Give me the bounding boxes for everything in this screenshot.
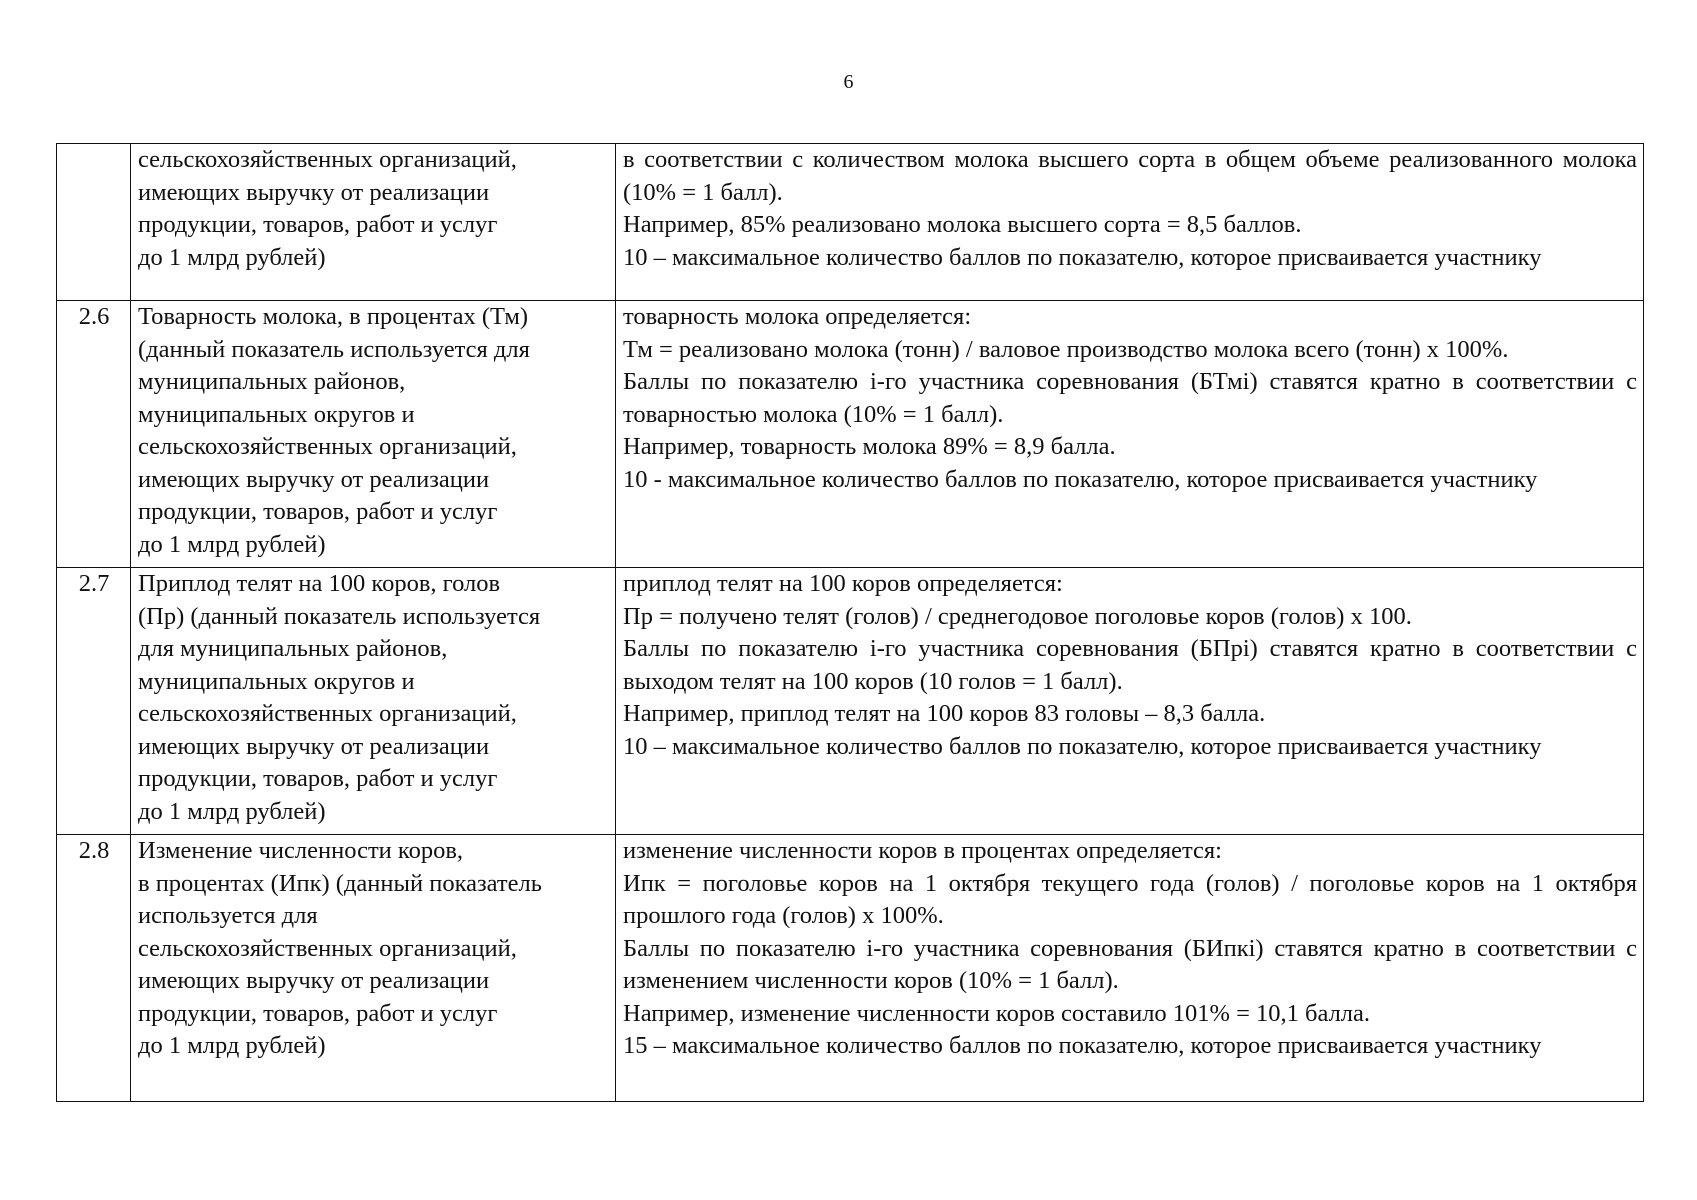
table-row bbox=[57, 835, 1644, 1102]
description-paragraph: 15 – максимальное количество баллов по показателю, которое присваивается участнику bbox=[623, 1032, 1542, 1059]
indicator-name-line: продукции, товаров, работ и услуг bbox=[138, 211, 498, 238]
row-number: 2.6 bbox=[57, 301, 131, 568]
table-row bbox=[57, 301, 1644, 568]
indicator-name-line: Товарность молока, в процентах (Тм) bbox=[138, 303, 528, 330]
indicator-name-line: продукции, товаров, работ и услуг bbox=[138, 498, 498, 525]
indicator-description bbox=[616, 835, 1644, 1102]
row-number bbox=[57, 144, 131, 301]
description-paragraph: Например, 85% реализовано молока высшего сорта = 8,5 баллов. bbox=[623, 211, 1302, 238]
page-number: 6 bbox=[843, 71, 854, 93]
indicator-name-line: до 1 млрд рублей) bbox=[138, 243, 326, 271]
indicator-name-line: продукции, товаров, работ и услуг bbox=[138, 999, 498, 1027]
indicator-name-line: продукции, товаров, работ и услуг bbox=[138, 765, 498, 792]
indicator-name-line: Изменение численности коров, bbox=[138, 837, 464, 864]
description-paragraph: Баллы по показателю i-го участника соревнования (БТмi) ставятся кратно в соответствии с товарностью молока (10% = 1 балл). bbox=[623, 368, 1637, 428]
indicator-name-line: муниципальных округов и bbox=[138, 400, 415, 428]
indicator-name-line: сельскохозяйственных организаций, bbox=[138, 146, 517, 173]
description-paragraph: товарность молока определяется: bbox=[623, 303, 972, 330]
description-paragraph: Тм = реализовано молока (тонн) / валовое производство молока всего (тонн) х 100%. bbox=[623, 335, 1509, 363]
indicator-name-line: муниципальных округов и bbox=[138, 667, 415, 695]
description-paragraph: изменение численности коров в процентах определяется: bbox=[623, 837, 1222, 864]
indicator-description bbox=[616, 568, 1644, 835]
row-number: 2.8 bbox=[57, 835, 131, 1102]
indicator-description bbox=[616, 144, 1644, 301]
indicator-name-line: (данный показатель используется для bbox=[138, 335, 530, 363]
indicator-name-line: (Пр) (данный показатель используется bbox=[138, 602, 541, 630]
indicator-name-line: муниципальных районов, bbox=[138, 368, 406, 395]
table-row bbox=[57, 144, 1644, 301]
indicator-name-line: сельскохозяйственных организаций, bbox=[138, 700, 517, 727]
indicator-name-line: имеющих выручку от реализации bbox=[138, 732, 490, 760]
description-paragraph: приплод телят на 100 коров определяется: bbox=[623, 570, 1063, 597]
row-number: 2.7 bbox=[57, 568, 131, 835]
description-paragraph: Например, товарность молока 89% = 8,9 балла. bbox=[623, 433, 1116, 460]
indicator-name-line: имеющих выручку от реализации bbox=[138, 465, 490, 493]
indicator-name-line: сельскохозяйственных организаций, bbox=[138, 433, 517, 460]
indicator-name-line: до 1 млрд рублей) bbox=[138, 1032, 326, 1059]
indicator-name-line: имеющих выручку от реализации bbox=[138, 178, 490, 206]
description-paragraph: 10 - максимальное количество баллов по показателю, которое присваивается участнику bbox=[623, 465, 1538, 493]
description-paragraph: Пр = получено телят (голов) / среднегодовое поголовье коров (голов) х 100. bbox=[623, 602, 1412, 630]
description-paragraph: Баллы по показателю i-го участника соревнования (БИпкi) ставятся кратно в соответствии с изменением численности коров (10% = 1 балл). bbox=[623, 934, 1637, 994]
description-paragraph: Баллы по показателю i-го участника соревнования (БПрi) ставятся кратно в соответствии с выходом телят на 100 коров (10 голов = 1 балл). bbox=[623, 635, 1637, 695]
indicator-name bbox=[131, 568, 616, 835]
criteria-table-body bbox=[57, 144, 1644, 1102]
description-paragraph: Например, изменение численности коров составило 101% = 10,1 балла. bbox=[623, 999, 1371, 1027]
description-paragraph: 10 – максимальное количество баллов по показателю, которое присваивается участнику bbox=[623, 243, 1542, 271]
indicator-name bbox=[131, 835, 616, 1102]
description-paragraph: 10 – максимальное количество баллов по показателю, которое присваивается участнику bbox=[623, 732, 1542, 760]
criteria-table bbox=[56, 143, 1644, 1102]
table-row bbox=[57, 568, 1644, 835]
indicator-name bbox=[131, 301, 616, 568]
indicator-name-line: в процентах (Ипк) (данный показатель bbox=[138, 869, 542, 897]
description-paragraph: Например, приплод телят на 100 коров 83 головы – 8,3 балла. bbox=[623, 700, 1266, 727]
indicator-name-line: до 1 млрд рублей) bbox=[138, 797, 326, 825]
indicator-name-line: сельскохозяйственных организаций, bbox=[138, 934, 517, 962]
indicator-name-line: Приплод телят на 100 коров, голов bbox=[138, 570, 501, 597]
indicator-name-line: для муниципальных районов, bbox=[138, 635, 448, 662]
indicator-name-line: до 1 млрд рублей) bbox=[138, 530, 326, 558]
description-paragraph: Ипк = поголовье коров на 1 октября текущего года (голов) / поголовье коров на 1 октября прошлого года (голов) х 100%. bbox=[623, 869, 1637, 929]
indicator-name-line: используется для bbox=[138, 902, 318, 929]
description-paragraph: в соответствии с количеством молока высшего сорта в общем объеме реализованного молока (10% = 1 балл). bbox=[623, 146, 1637, 206]
indicator-description bbox=[616, 301, 1644, 568]
indicator-name bbox=[131, 144, 616, 301]
indicator-name-line: имеющих выручку от реализации bbox=[138, 967, 490, 994]
